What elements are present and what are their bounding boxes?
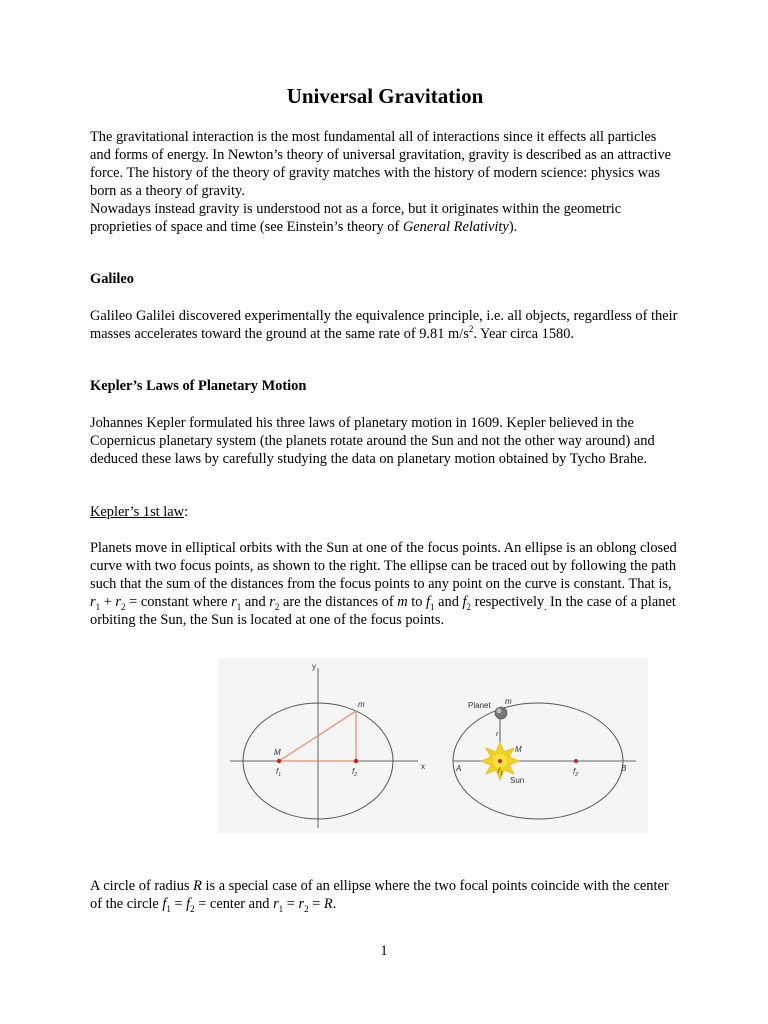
M-label-right: M — [515, 745, 522, 754]
circle-f2: f — [186, 896, 191, 912]
sun-label: Sun — [510, 776, 525, 785]
m-symbol: m — [397, 594, 408, 610]
intro-paragraph — [90, 128, 680, 236]
first-law-paragraph — [90, 539, 680, 629]
and-word-2: and — [434, 594, 463, 610]
galileo-heading: Galileo — [90, 271, 134, 287]
document-title: Universal Gravitation — [286, 84, 484, 108]
galileo-superscript: 2 — [468, 324, 474, 335]
kepler-paragraph — [90, 414, 680, 468]
r-label: r — [496, 731, 499, 738]
circle-r1: r — [273, 896, 279, 912]
right-focus-f1 — [498, 759, 502, 763]
r1b-symbol: r — [231, 594, 237, 610]
M-label-left: M — [274, 748, 281, 757]
to-word: to — [407, 594, 427, 610]
law1-text-3: are the distances of — [279, 594, 398, 610]
first-law-link: Kepler’s 1st law — [90, 504, 185, 520]
intro-text-2 — [90, 200, 680, 236]
r1-symbol: r — [90, 594, 96, 610]
right-focus-f2 — [574, 759, 578, 763]
circle-r1-sub: 1 — [278, 903, 284, 914]
left-focus-f1 — [277, 759, 281, 763]
galileo-text: Galileo Galilei discovered experimentally the equivalence principle, i.e. all objects, regardless of their masses accelerates toward the ground at the same rate of 9.81 m/s — [90, 308, 678, 342]
galileo-paragraph — [90, 307, 680, 343]
f2-symbol: f — [462, 594, 467, 610]
R2-symbol: R — [323, 896, 333, 912]
r1-sub: 1 — [95, 601, 101, 612]
intro-text-2a: Nowadays instead gravity is understood not as a force, but it originates within the geometric proprieties of space and time (see Einstein’s theory of — [90, 201, 622, 235]
f2-label-right: $f_2$ — [573, 767, 579, 778]
m-label-right: m — [505, 697, 512, 706]
left-focus-f2 — [354, 759, 358, 763]
circle-f1: f — [162, 896, 167, 912]
general-relativity-term: General Relativity — [402, 219, 509, 235]
circle-text-2: is a special case of an ellipse where the two focal points coincide with the center of the circle — [90, 878, 669, 912]
f1-label-left: $f_1$ — [276, 767, 282, 778]
circle-end: . — [332, 896, 337, 912]
planet-label: Planet — [468, 701, 491, 710]
law1-dot: . — [544, 601, 547, 612]
eq-1: = — [170, 896, 187, 912]
planet-icon — [495, 707, 507, 719]
r2b-symbol: r — [269, 594, 275, 610]
circle-f2-sub: 2 — [190, 903, 195, 914]
kepler-text: Johannes Kepler formulated his three laws of planetary motion in 1609. Kepler believed in the Copernicus planetary system (the planets rotate around the Sun and not the other way around) and deduced these laws by carefully studying the data on planetary motion obtained by Tycho Brahe. — [90, 415, 655, 467]
and-word: and — [241, 594, 270, 610]
kepler-heading: Kepler’s Laws of Planetary Motion — [90, 378, 307, 394]
f1-symbol: f — [426, 594, 431, 610]
law1-text-4: respectively — [471, 594, 545, 610]
intro-text-1: The gravitational interaction is the most fundamental all of interactions since it effects all particles and forms of energy. In Newton’s theory of universal gravitation, gravity is described as an attractive force. The history of the theory of gravity matches with the history of modern science: physics was born as a theory of gravity. — [90, 129, 672, 199]
circle-paragraph — [90, 877, 680, 913]
circle-r2: r — [298, 896, 305, 912]
m-label-left: m — [358, 700, 365, 709]
ellipse-diagram — [218, 658, 648, 833]
eq-2: = — [283, 896, 299, 912]
plus-sign: + — [100, 594, 116, 610]
law1-text-1: Planets move in elliptical orbits with the Sun at one of the focus points. An ellipse is an oblong closed curve with two focus points, as shown to the right. The ellipse can be traced out by following the path such that the sum of the distances from the focus points to any point on the curve is constant. That is, — [90, 540, 677, 592]
law1-text-2: = constant where — [125, 594, 232, 610]
f2-sub: 2 — [466, 601, 472, 612]
f1-label-right: $f_1$ — [498, 768, 503, 777]
galileo-text-end: . Year circa 1580. — [473, 326, 575, 342]
circle-r2-sub: 2 — [304, 903, 309, 914]
eq-3: = — [308, 896, 324, 912]
B-label: B — [621, 764, 627, 773]
law1-text-5: In the case of a planet orbiting the Sun, the Sun is located at one of the focus points. — [90, 594, 676, 628]
diagram-background — [218, 658, 648, 833]
circle-text-3: = center and — [194, 896, 274, 912]
r2b-sub: 2 — [274, 601, 280, 612]
f2-label-left: $f_2$ — [352, 767, 358, 778]
first-law-colon: : — [184, 504, 189, 520]
page-number: 1 — [380, 943, 388, 959]
r2-sub: 2 — [121, 601, 126, 612]
kepler-first-law-label — [90, 503, 680, 521]
A-label: A — [456, 764, 462, 773]
f1-sub: 1 — [430, 601, 435, 612]
x-label: x — [421, 762, 425, 771]
circle-f1-sub: 1 — [166, 903, 171, 914]
r2-symbol: r — [115, 594, 122, 610]
y-label: y — [312, 662, 316, 671]
intro-text-2b: ). — [508, 219, 518, 235]
r1b-sub: 1 — [236, 601, 242, 612]
R-symbol: R — [193, 878, 202, 894]
circle-text-1: A circle of radius — [90, 878, 194, 894]
